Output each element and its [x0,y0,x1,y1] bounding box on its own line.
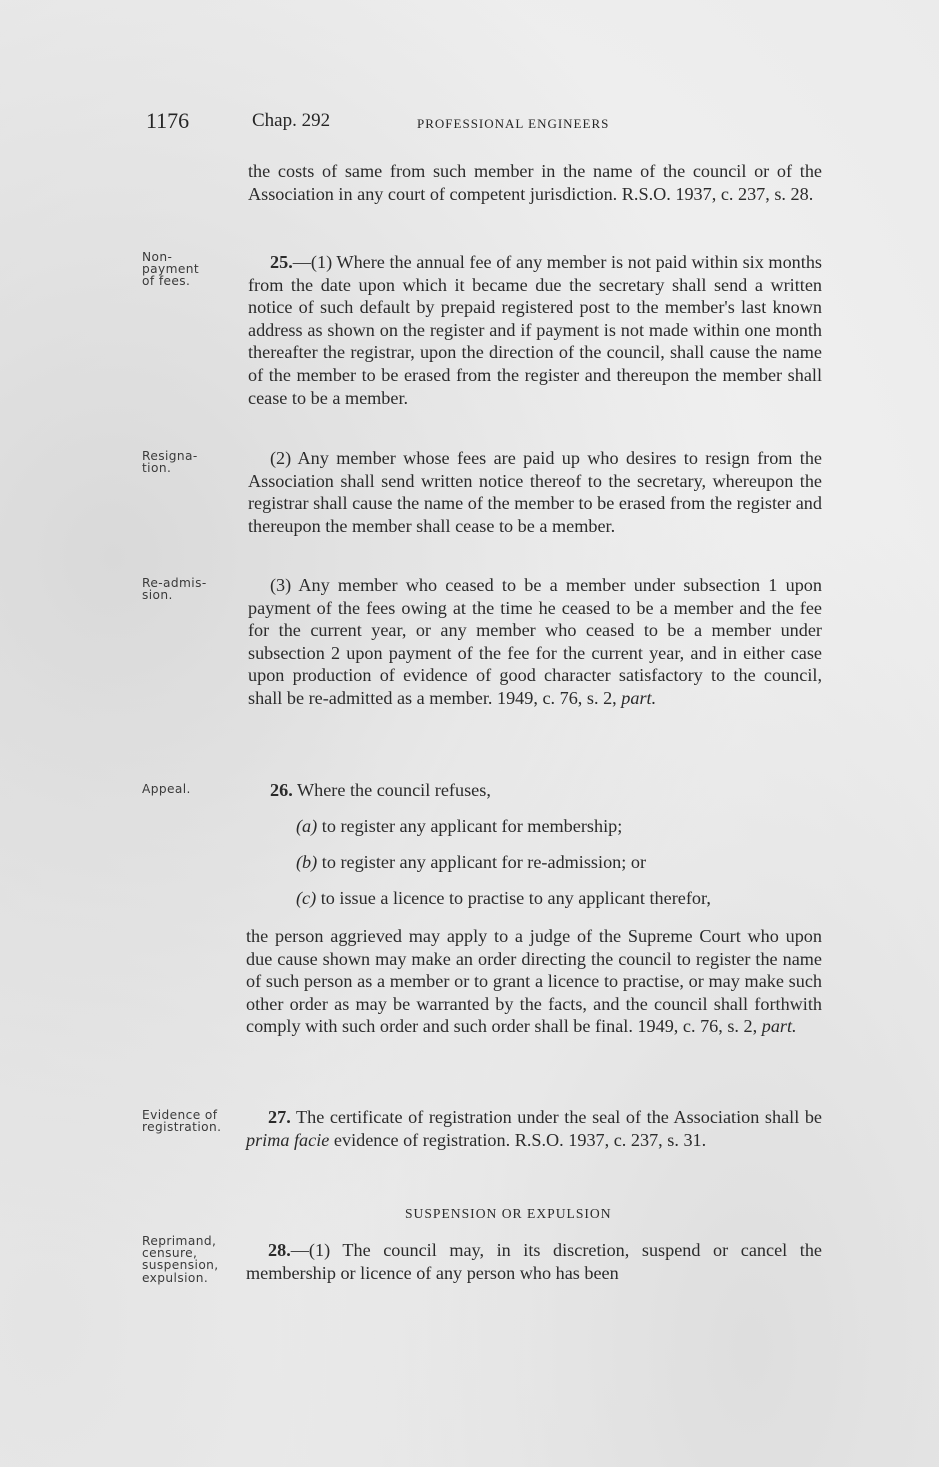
margin-note-line: Resigna- [142,449,198,463]
margin-note-line: tion. [142,461,172,476]
margin-note-readmission [142,577,242,601]
section-text: Where the council refuses, [296,780,491,800]
section-25-1 [248,251,822,409]
margin-note-resignation [142,450,242,474]
section-25-3 [248,574,822,710]
section-28-1 [246,1239,822,1284]
section-number: 28. [268,1240,291,1260]
clause-text: to register any applicant for membership; [321,816,623,836]
section-26-body [246,925,822,1038]
margin-note-line: payment [142,262,200,277]
section-italic: prima facie [246,1129,330,1150]
section-heading: SUSPENSION OR EXPULSION [405,1206,612,1221]
margin-note-line: expulsion. [142,1270,209,1285]
section-number: 25. [270,252,293,272]
section-part: part. [761,1016,797,1037]
section-text: (3) Any member who ceased to be a member under subsection 1 upon payment of the fees owing at the time he ceased to be a member and the fee for the current year, or any member who ceased to be a member under subsection 2 upon payment of the fee for the current year, and in either case upon production of evidence of good character satisfactory to the council, shall be re-admitted as a member. 1949, c. 76, s. 2, [248,575,822,708]
margin-note-line: sion. [142,588,173,603]
section-text: The certificate of registration under the seal of the Association shall be [296,1107,823,1127]
clause-a [296,816,622,837]
margin-note-evidence [142,1109,242,1133]
page-header [0,108,939,138]
margin-note-line: Non- [142,250,173,264]
margin-note-nonpayment [142,251,242,288]
page-number: 1176 [146,108,190,133]
section-part: part. [621,687,657,708]
clause-c [296,888,711,909]
section-number: 27. [268,1107,291,1127]
margin-note-line: Evidence of [142,1108,218,1122]
section-text: evidence of registration. R.S.O. 1937, c. 237, s. 31. [333,1129,707,1150]
section-number: 26. [270,780,293,800]
section-text: —(1) The council may, in its discretion, suspend or cancel the membership or licence of any person who has been [246,1240,822,1283]
section-26-intro [248,779,822,802]
margin-note-line: registration. [142,1120,222,1135]
section-25-2 [248,447,822,537]
clause-b [296,852,646,873]
margin-note-line: censure, [142,1246,198,1261]
chapter-label: Chap. 292 [252,110,331,131]
section-text: (2) Any member whose fees are paid up who desires to resign from the Association shall send written notice thereof to the secretary, whereupon the registrar shall cause the name of the member to be erased from the register and thereupon the member shall cease to be a member. [248,448,822,536]
margin-note-line: Re-admis- [142,576,207,590]
margin-note-reprimand [142,1235,242,1284]
clause-label: (a) [296,816,318,836]
section-27 [246,1106,822,1151]
clause-label: (b) [296,852,318,872]
margin-note-line: of fees. [142,274,191,289]
section-text: the person aggrieved may apply to a judge of the Supreme Court who upon due cause shown may make an order directing the council to register the name of such person as a member or to grant a licence to practise, or may make such other order as may be warranted by the facts, and the council shall forthwith comply with such order and such order shall be final. 1949, c. 76, s. 2, [246,926,822,1037]
paragraph-text: the costs of same from such member in the name of the council or of the Association in any court of competent jurisdiction. R.S.O. 1937, c. 237, s. 28. [248,161,822,204]
clause-text: to register any applicant for re-admission; or [321,852,647,872]
margin-note-line: Appeal. [142,782,191,796]
paragraph-continuation [248,160,822,205]
margin-note-line: Reprimand, [142,1234,217,1248]
margin-note-line: suspension, [142,1258,219,1273]
clause-label: (c) [296,888,317,908]
section-text: —(1) Where the annual fee of any member is not paid within six months from the date upon which it became due the secretary shall send a written notice of such default by prepaid registered post to the member's last known address as shown on the register and if payment is not made within one month thereafter the registrar, upon the direction of the council, shall cause the name of the member to be erased from the register and thereupon the member shall cease to be a member. [248,252,822,408]
clause-text: to issue a licence to practise to any applicant therefor, [320,888,711,908]
margin-note-appeal [142,783,242,795]
running-title: PROFESSIONAL ENGINEERS [417,116,610,131]
